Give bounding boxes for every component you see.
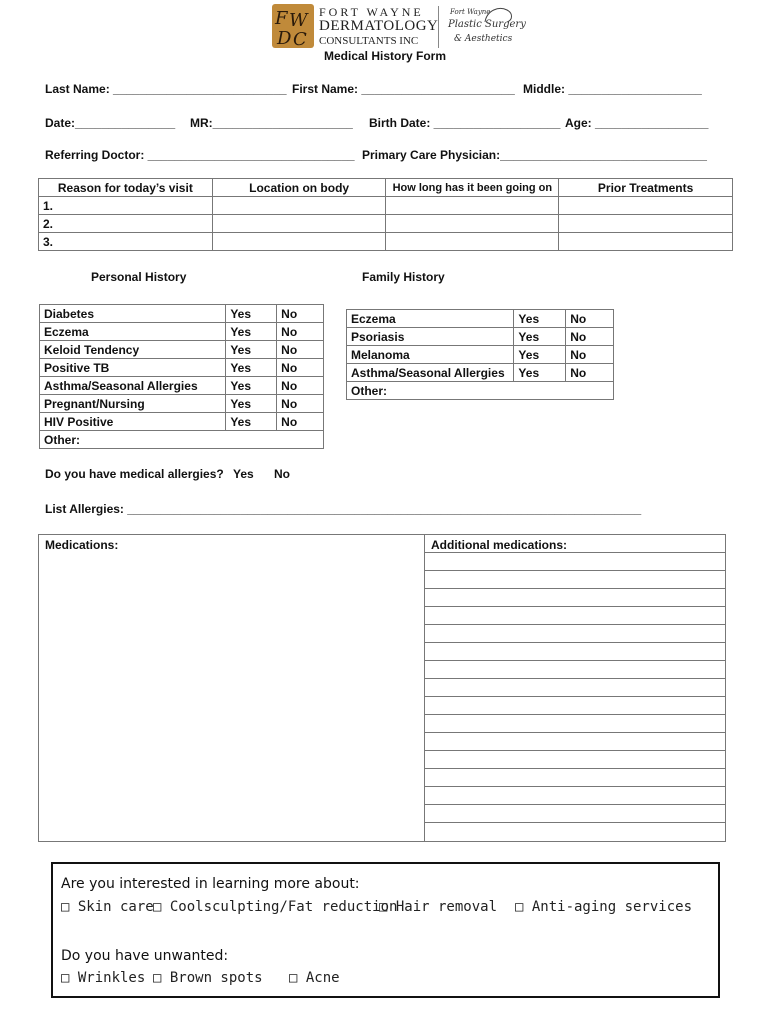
family_history-other-field[interactable]: Other:	[347, 382, 614, 400]
script-line-2: & Aesthetics	[454, 34, 513, 44]
family_history-label: Melanoma	[347, 346, 514, 364]
allergies-no-option[interactable]: No	[274, 467, 290, 481]
list-allergies-field[interactable]: List Allergies: _____________________________________________________________________________	[45, 502, 642, 516]
personal_history-yes-option[interactable]: Yes	[226, 377, 277, 395]
treatment-cell[interactable]	[559, 215, 733, 233]
personal_history-other-field[interactable]: Other:	[40, 431, 324, 449]
location-cell[interactable]	[212, 233, 386, 251]
table-row	[40, 413, 324, 431]
logo	[272, 4, 526, 50]
personal-history-table	[39, 304, 324, 449]
table-row	[347, 310, 614, 328]
allergies-yes-option[interactable]: Yes	[233, 467, 254, 481]
family_history-label: Asthma/Seasonal Allergies	[347, 364, 514, 382]
first-name-field[interactable]: First Name: _______________________	[292, 82, 515, 96]
brand-line-1: FORT WAYNE	[319, 5, 424, 19]
table-row	[347, 328, 614, 346]
form-title: Medical History Form	[323, 49, 447, 63]
personal-history-title: Personal History	[91, 270, 187, 284]
personal_history-yes-option[interactable]: Yes	[226, 323, 277, 341]
family-history-title: Family History	[362, 270, 445, 284]
table-row	[40, 341, 324, 359]
personal_history-label: Keloid Tendency	[40, 341, 226, 359]
table-row	[347, 364, 614, 382]
header-location: Location on body	[212, 179, 386, 197]
personal_history-label: Diabetes	[40, 305, 226, 323]
additional-medication-line[interactable]	[424, 822, 725, 823]
personal_history-no-option[interactable]: No	[277, 359, 324, 377]
date-field[interactable]: Date:_______________	[45, 116, 176, 130]
interest-heading: Are you interested in learning more about:	[61, 876, 360, 892]
header-duration: How long has it been going on	[386, 179, 559, 197]
referring-doctor-field[interactable]: Referring Doctor: _______________________________	[45, 148, 355, 162]
birth-date-field[interactable]: Birth Date: ___________________	[369, 116, 561, 130]
table-row	[39, 233, 733, 251]
additional-medication-line[interactable]	[424, 678, 725, 679]
additional-medication-line[interactable]	[424, 624, 725, 625]
monogram-logo-icon	[272, 4, 314, 48]
logo-divider	[438, 6, 439, 48]
personal_history-no-option[interactable]: No	[277, 341, 324, 359]
table-row	[40, 323, 324, 341]
treatment-cell[interactable]	[559, 233, 733, 251]
additional-medication-line[interactable]	[424, 714, 725, 715]
duration-cell[interactable]	[386, 197, 559, 215]
personal_history-no-option[interactable]: No	[277, 377, 324, 395]
additional-medication-line[interactable]	[424, 570, 725, 571]
duration-cell[interactable]	[386, 215, 559, 233]
family_history-label: Psoriasis	[347, 328, 514, 346]
personal_history-yes-option[interactable]: Yes	[226, 305, 277, 323]
last-name-field[interactable]: Last Name: __________________________	[45, 82, 287, 96]
personal_history-yes-option[interactable]: Yes	[226, 341, 277, 359]
svg-text:W: W	[289, 10, 308, 31]
svg-text:D: D	[277, 28, 292, 48]
family_history-yes-option[interactable]: Yes	[514, 364, 566, 382]
additional-medications-label: Additional medications:	[431, 538, 568, 552]
table-row	[347, 382, 614, 400]
personal_history-no-option[interactable]: No	[277, 395, 324, 413]
family_history-no-option[interactable]: No	[566, 364, 614, 382]
additional-medication-line[interactable]	[424, 696, 725, 697]
family_history-yes-option[interactable]: Yes	[514, 310, 566, 328]
personal_history-label: Positive TB	[40, 359, 226, 377]
personal_history-label: Eczema	[40, 323, 226, 341]
family_history-no-option[interactable]: No	[566, 310, 614, 328]
additional-medication-line[interactable]	[424, 804, 725, 805]
duration-cell[interactable]	[386, 233, 559, 251]
allergies-question: Do you have medical allergies?	[45, 467, 224, 481]
personal_history-yes-option[interactable]: Yes	[226, 413, 277, 431]
treatment-cell[interactable]	[559, 197, 733, 215]
family_history-label: Eczema	[347, 310, 514, 328]
checkbox-coolsculpting[interactable]: □ Coolsculpting/Fat reduction	[153, 899, 398, 915]
additional-medication-line[interactable]	[424, 606, 725, 607]
additional-medication-line[interactable]	[424, 732, 725, 733]
reason-row-number[interactable]: 1.	[39, 197, 213, 215]
checkbox-skin-care[interactable]: □ Skin care	[61, 899, 154, 915]
checkbox-brown-spots[interactable]: □ Brown spots	[153, 970, 263, 986]
checkbox-acne[interactable]: □ Acne	[289, 970, 340, 986]
additional-medication-line[interactable]	[424, 786, 725, 787]
location-cell[interactable]	[212, 215, 386, 233]
table-row	[39, 197, 733, 215]
table-row	[39, 215, 733, 233]
brand-line-3: CONSULTANTS INC	[319, 35, 419, 47]
medications-box	[38, 534, 726, 842]
middle-name-field[interactable]: Middle: ____________________	[523, 82, 702, 96]
medications-input[interactable]	[45, 557, 417, 837]
table-row	[40, 431, 324, 449]
script-line-1: Plastic Surgery	[448, 19, 526, 30]
personal_history-label: Pregnant/Nursing	[40, 395, 226, 413]
mr-field[interactable]: MR:_____________________	[190, 116, 353, 130]
additional-medication-line[interactable]	[424, 552, 725, 553]
checkbox-wrinkles[interactable]: □ Wrinkles	[61, 970, 146, 986]
family_history-no-option[interactable]: No	[566, 346, 614, 364]
family_history-yes-option[interactable]: Yes	[514, 328, 566, 346]
primary-care-physician-field[interactable]: Primary Care Physician:_______________________________	[362, 148, 707, 162]
header-prior-treatments: Prior Treatments	[559, 179, 733, 197]
personal_history-no-option[interactable]: No	[277, 323, 324, 341]
svg-text:C: C	[293, 29, 307, 48]
additional-medication-line[interactable]	[424, 750, 725, 751]
brand-line-2: DERMATOLOGY	[319, 18, 439, 34]
additional-medication-line[interactable]	[424, 588, 725, 589]
age-field[interactable]: Age: _________________	[565, 116, 709, 130]
table-row	[40, 377, 324, 395]
location-cell[interactable]	[212, 197, 386, 215]
reason-row-number[interactable]: 3.	[39, 233, 213, 251]
family_history-no-option[interactable]: No	[566, 328, 614, 346]
table-row	[40, 305, 324, 323]
medications-label: Medications:	[45, 538, 119, 552]
profile-silhouette-icon	[477, 4, 517, 26]
reason-row-number[interactable]: 2.	[39, 215, 213, 233]
table-row	[347, 346, 614, 364]
interest-box	[51, 862, 720, 998]
personal_history-no-option[interactable]: No	[277, 305, 324, 323]
personal_history-yes-option[interactable]: Yes	[226, 359, 277, 377]
checkbox-hair-removal[interactable]: □ Hair removal	[379, 899, 498, 915]
unwanted-heading: Do you have unwanted:	[61, 948, 229, 964]
additional-medication-line[interactable]	[424, 660, 725, 661]
checkbox-anti-aging[interactable]: □ Anti-aging services	[515, 899, 693, 915]
additional-medication-line[interactable]	[424, 768, 725, 769]
script-small: Fort Wayne	[450, 8, 491, 16]
header-reason: Reason for today’s visit	[39, 179, 213, 197]
family_history-yes-option[interactable]: Yes	[514, 346, 566, 364]
personal_history-no-option[interactable]: No	[277, 413, 324, 431]
medications-divider	[424, 535, 425, 841]
family-history-table	[346, 309, 614, 400]
table-row	[40, 359, 324, 377]
personal_history-label: HIV Positive	[40, 413, 226, 431]
personal_history-label: Asthma/Seasonal Allergies	[40, 377, 226, 395]
svg-text:F: F	[275, 8, 288, 29]
table-row	[40, 395, 324, 413]
additional-medication-line[interactable]	[424, 642, 725, 643]
personal_history-yes-option[interactable]: Yes	[226, 395, 277, 413]
reasons-table	[38, 178, 733, 251]
